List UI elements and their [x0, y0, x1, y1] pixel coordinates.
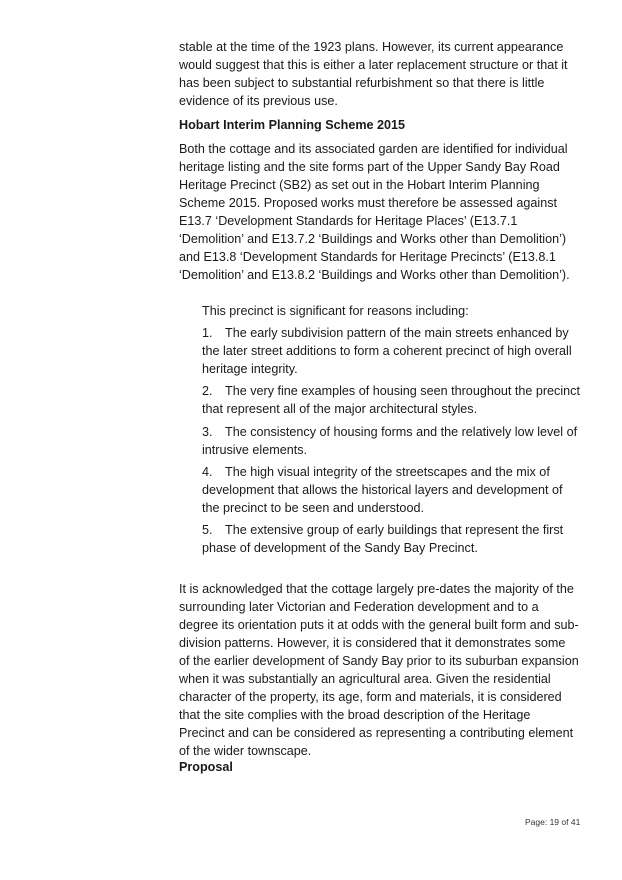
quote-item-2 — [202, 382, 582, 418]
quote-item-number: 1. — [202, 326, 213, 340]
quote-item-3 — [202, 423, 582, 459]
proposal-heading: Proposal — [179, 760, 233, 774]
quote-item-5 — [202, 521, 582, 557]
page-number: Page: 19 of 41 — [525, 817, 581, 827]
quote-item-text: The consistency of housing forms and the relatively low level of intrusive elements. — [202, 425, 578, 457]
assessment-paragraph: It is acknowledged that the cottage largely pre-dates the majority of the surrounding later Victorian and Federation development and to a degree its orientation puts it at odds with the general built form and sub-division patterns. However, it is considered that it demonstrates some of the earlier development of Sandy Bay prior to its suburban expansion when it was substantially an agricultural area. Given the residential character of the property, its age, form and materials, it is considered that the site complies with the broad description of the Heritage Precinct and can be considered as representing a contributing element of the wider townscape. — [179, 582, 579, 758]
quote-item-number: 4. — [202, 465, 213, 479]
quote-item-4 — [202, 463, 582, 517]
quote-item-text: The extensive group of early buildings that represent the first phase of development of the Sandy Bay Precinct. — [202, 523, 564, 555]
quote-item-number: 2. — [202, 384, 213, 398]
section-heading: Hobart Interim Planning Scheme 2015 — [179, 118, 406, 132]
scheme-paragraph: Both the cottage and its associated garden are identified for individual heritage listing and the site forms part of the Upper Sandy Bay Road Heritage Precinct (SB2) as set out in the Hobart Interim Planning Scheme 2015. Proposed works must therefore be assessed against E13.7 ‘Development Standards for Heritage Places’ (E13.7.1 ‘Demolition’ and E13.7.2 ‘Buildings and Works other than Demolition’) and E13.8 ‘Development Standards for Heritage Precincts’ (E13.8.1 ‘Demolition’ and E13.8.2 ‘Buildings and Works other than Demolition’). — [179, 142, 570, 282]
quote-item-text: The early subdivision pattern of the main streets enhanced by the later street additions to form a coherent precinct of high overall heritage integrity. — [202, 326, 572, 376]
quote-item-text: The very fine examples of housing seen throughout the precinct that represent all of the major architectural styles. — [202, 384, 580, 416]
quote-item-number: 3. — [202, 425, 213, 439]
quote-intro: This precinct is significant for reasons including: — [202, 304, 469, 318]
quote-item-number: 5. — [202, 523, 213, 537]
quote-item-1 — [202, 324, 582, 378]
intro-paragraph: stable at the time of the 1923 plans. However, its current appearance would suggest that this is either a later replacement structure or that it has been subject to substantial refurbishment so that there is little evidence of its previous use. — [179, 40, 568, 108]
quote-item-text: The high visual integrity of the streetscapes and the mix of development that allows the historical layers and development of the precinct to be seen and understood. — [202, 465, 563, 515]
